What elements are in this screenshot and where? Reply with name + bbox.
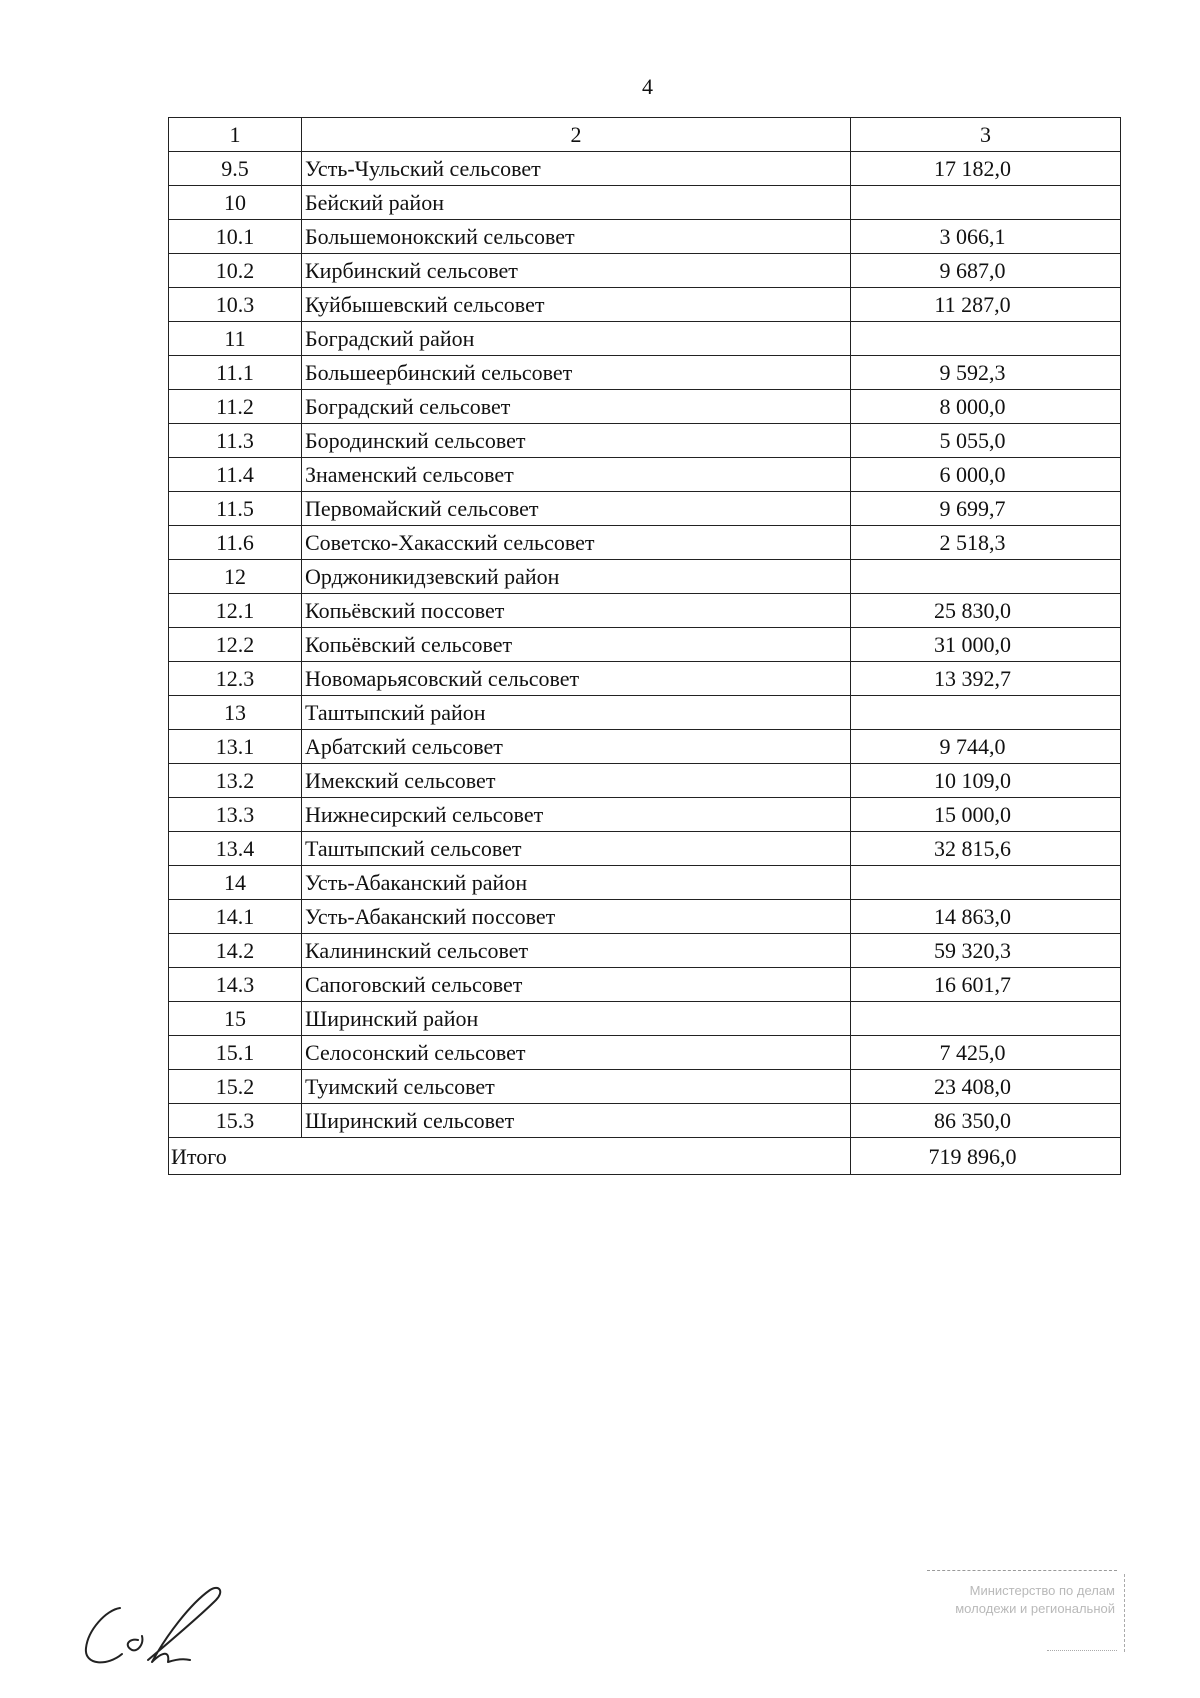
row-amount: 7 425,0 [851,1036,1121,1070]
table-row [169,356,1121,390]
table-row [169,288,1121,322]
row-number: 10 [169,186,302,220]
table-body [169,118,1121,1175]
stamp-line-2: молодежи и региональной [955,1601,1115,1616]
row-number: 14 [169,866,302,900]
row-name: Бейский район [302,186,851,220]
table-row [169,934,1121,968]
row-number: 13.4 [169,832,302,866]
row-number: 13 [169,696,302,730]
header-cell-1: 1 [169,118,302,152]
row-name: Копьёвский поссовет [302,594,851,628]
row-amount: 5 055,0 [851,424,1121,458]
table-header-row [169,118,1121,152]
table-row [169,1002,1121,1036]
row-name: Боградский район [302,322,851,356]
row-name: Сапоговский сельсовет [302,968,851,1002]
table-row [169,526,1121,560]
table-row [169,968,1121,1002]
row-amount: 9 744,0 [851,730,1121,764]
row-name: Селосонский сельсовет [302,1036,851,1070]
row-name: Ширинский район [302,1002,851,1036]
table-row [169,730,1121,764]
row-number: 12.2 [169,628,302,662]
row-number: 11.1 [169,356,302,390]
table-row [169,594,1121,628]
row-amount: 2 518,3 [851,526,1121,560]
row-name: Усть-Абаканский поссовет [302,900,851,934]
row-amount [851,560,1121,594]
row-amount: 32 815,6 [851,832,1121,866]
table-row [169,628,1121,662]
table-row [169,1070,1121,1104]
row-number: 12.1 [169,594,302,628]
row-number: 10.2 [169,254,302,288]
row-number: 15 [169,1002,302,1036]
row-number: 11 [169,322,302,356]
row-amount: 8 000,0 [851,390,1121,424]
row-name: Усть-Чульский сельсовет [302,152,851,186]
row-name: Куйбышевский сельсовет [302,288,851,322]
row-number: 10.3 [169,288,302,322]
header-cell-3: 3 [851,118,1121,152]
row-name: Орджоникидзевский район [302,560,851,594]
row-name: Арбатский сельсовет [302,730,851,764]
row-number: 12.3 [169,662,302,696]
row-amount [851,322,1121,356]
row-amount: 3 066,1 [851,220,1121,254]
row-number: 13.3 [169,798,302,832]
row-number: 11.3 [169,424,302,458]
total-row [169,1138,1121,1175]
row-amount: 9 699,7 [851,492,1121,526]
row-amount: 10 109,0 [851,764,1121,798]
header-cell-2: 2 [302,118,851,152]
table-row [169,832,1121,866]
total-amount: 719 896,0 [851,1138,1121,1175]
row-amount: 25 830,0 [851,594,1121,628]
row-name: Имекский сельсовет [302,764,851,798]
row-number: 10.1 [169,220,302,254]
row-name: Таштыпский район [302,696,851,730]
row-number: 13.1 [169,730,302,764]
row-amount [851,866,1121,900]
total-label: Итого [169,1138,851,1175]
table-row [169,254,1121,288]
row-name: Таштыпский сельсовет [302,832,851,866]
table-row [169,560,1121,594]
row-number: 14.2 [169,934,302,968]
table-row [169,322,1121,356]
row-number: 11.4 [169,458,302,492]
stamp-line-1: Министерство по делам [969,1583,1115,1598]
row-name: Большеербинский сельсовет [302,356,851,390]
row-number: 11.5 [169,492,302,526]
stamp [915,1570,1125,1660]
table-row [169,764,1121,798]
row-number: 11.2 [169,390,302,424]
row-name: Советско-Хакасский сельсовет [302,526,851,560]
table-row [169,220,1121,254]
table-row [169,696,1121,730]
row-number: 14.1 [169,900,302,934]
signature [78,1580,238,1675]
row-amount [851,186,1121,220]
row-amount [851,696,1121,730]
row-amount: 13 392,7 [851,662,1121,696]
row-name: Калининский сельсовет [302,934,851,968]
row-name: Ширинский сельсовет [302,1104,851,1138]
row-amount: 14 863,0 [851,900,1121,934]
row-name: Копьёвский сельсовет [302,628,851,662]
row-amount: 23 408,0 [851,1070,1121,1104]
row-amount: 9 592,3 [851,356,1121,390]
row-name: Новомарьясовский сельсовет [302,662,851,696]
table-row [169,662,1121,696]
table-row [169,900,1121,934]
row-amount: 9 687,0 [851,254,1121,288]
row-number: 15.1 [169,1036,302,1070]
row-amount: 86 350,0 [851,1104,1121,1138]
row-amount: 16 601,7 [851,968,1121,1002]
row-name: Большемонокский сельсовет [302,220,851,254]
stamp-top-line [927,1570,1117,1571]
row-name: Боградский сельсовет [302,390,851,424]
table-row [169,798,1121,832]
row-amount: 11 287,0 [851,288,1121,322]
table-row [169,458,1121,492]
table-row [169,424,1121,458]
stamp-bottom-line [1047,1650,1117,1651]
row-number: 15.2 [169,1070,302,1104]
row-name: Кирбинский сельсовет [302,254,851,288]
stamp-frame [1120,1574,1125,1652]
row-amount: 59 320,3 [851,934,1121,968]
row-amount: 31 000,0 [851,628,1121,662]
budget-table [168,117,1121,1175]
table-row [169,390,1121,424]
row-number: 12 [169,560,302,594]
page-number: 4 [642,74,653,99]
table-row [169,152,1121,186]
row-number: 11.6 [169,526,302,560]
table-row [169,1036,1121,1070]
row-name: Усть-Абаканский район [302,866,851,900]
row-number: 9.5 [169,152,302,186]
row-name: Первомайский сельсовет [302,492,851,526]
row-name: Знаменский сельсовет [302,458,851,492]
table-row [169,866,1121,900]
row-amount [851,1002,1121,1036]
table-row [169,1104,1121,1138]
row-number: 14.3 [169,968,302,1002]
row-name: Туимский сельсовет [302,1070,851,1104]
row-number: 13.2 [169,764,302,798]
row-name: Нижнесирский сельсовет [302,798,851,832]
row-amount: 6 000,0 [851,458,1121,492]
row-amount: 15 000,0 [851,798,1121,832]
row-amount: 17 182,0 [851,152,1121,186]
row-number: 15.3 [169,1104,302,1138]
table-row [169,186,1121,220]
table-row [169,492,1121,526]
row-name: Бородинский сельсовет [302,424,851,458]
